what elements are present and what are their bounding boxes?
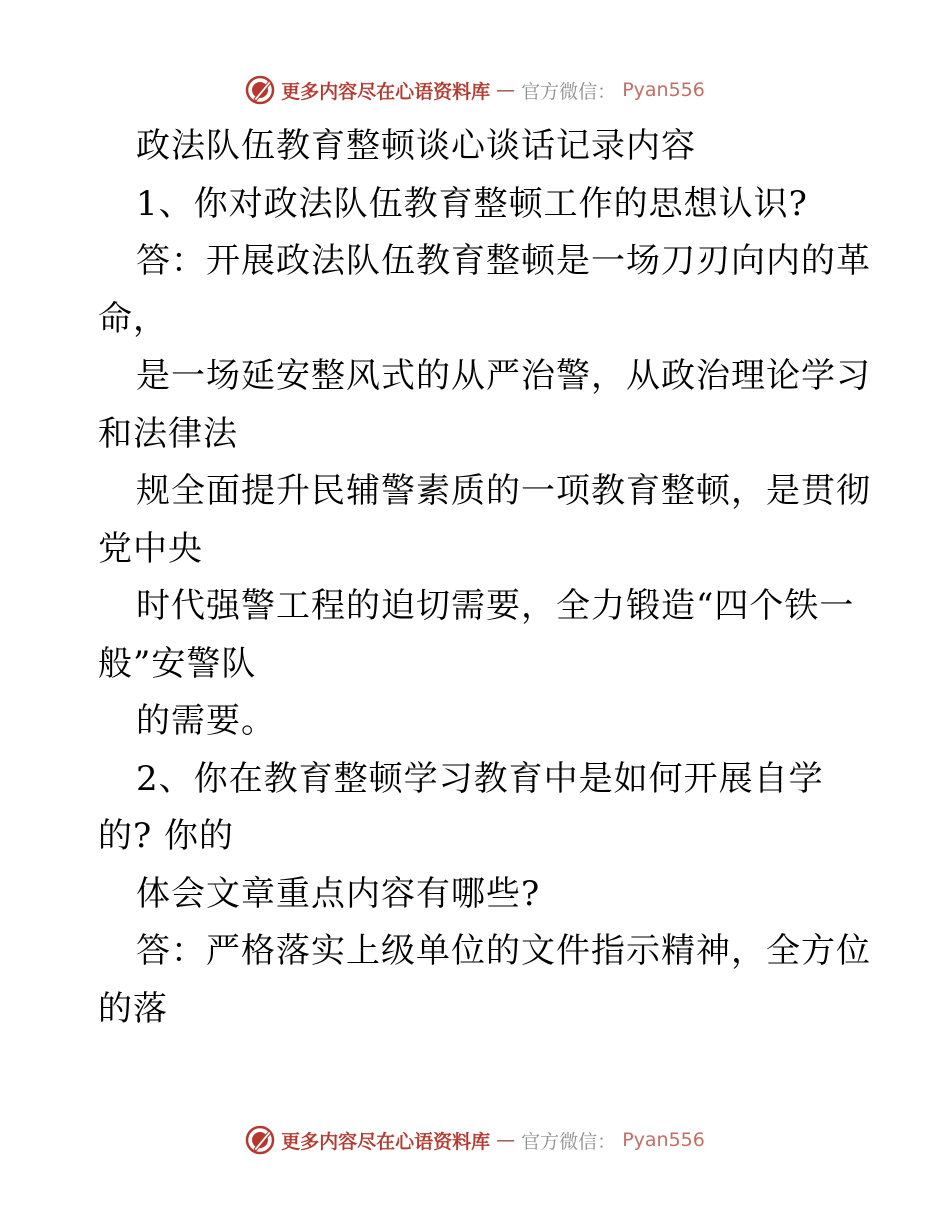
- page-header-watermark: [0, 70, 950, 110]
- watermark-wechat-id: Pyan556: [622, 79, 705, 101]
- document-line: 1、你对政法队伍教育整顿工作的思想认识?: [136, 183, 808, 224]
- document-line: 答：开展政法队伍教育整顿是一场刀刃向内的革: [136, 241, 871, 281]
- document-line: 的? 你的: [98, 816, 235, 856]
- pen-seal-logo-icon: [245, 75, 275, 105]
- document-line: 政法队伍教育整顿谈心谈话记录内容: [136, 126, 696, 166]
- document-line: 命，: [98, 298, 168, 339]
- watermark-wechat-id: Pyan556: [622, 1129, 705, 1151]
- watermark-dash: —: [496, 1129, 516, 1151]
- watermark-official-label: 官方微信：: [521, 80, 617, 103]
- document-line: 规全面提升民辅警素质的一项教育整顿，是贯彻: [136, 471, 871, 511]
- document-line: 是一场延安整风式的从严治警，从政治理论学习: [136, 356, 871, 396]
- document-line: 的需要。: [136, 701, 276, 741]
- document-line: 答：严格落实上级单位的文件指示精神，全方位: [136, 931, 871, 971]
- document-line: 和法律法: [98, 413, 238, 454]
- document-line: 般”安警队: [98, 643, 257, 684]
- watermark: [245, 1125, 705, 1155]
- watermark-site-name: 更多内容尽在心语资料库: [281, 1130, 491, 1153]
- pen-seal-logo-icon: [245, 1125, 275, 1155]
- document-body: [98, 118, 871, 1038]
- watermark: [245, 75, 705, 105]
- document-line: 时代强警工程的迫切需要，全力锻造“四个铁一: [136, 586, 855, 626]
- page-footer-watermark: [0, 1120, 950, 1160]
- document-line: 2、你在教育整顿学习教育中是如何开展自学: [136, 758, 824, 799]
- watermark-official-label: 官方微信：: [521, 1130, 617, 1153]
- document-line: 的落: [98, 988, 168, 1029]
- watermark-site-name: 更多内容尽在心语资料库: [281, 80, 491, 103]
- document-line: 党中央: [98, 528, 203, 569]
- document-line: 体会文章重点内容有哪些?: [136, 873, 541, 914]
- watermark-dash: —: [496, 79, 516, 101]
